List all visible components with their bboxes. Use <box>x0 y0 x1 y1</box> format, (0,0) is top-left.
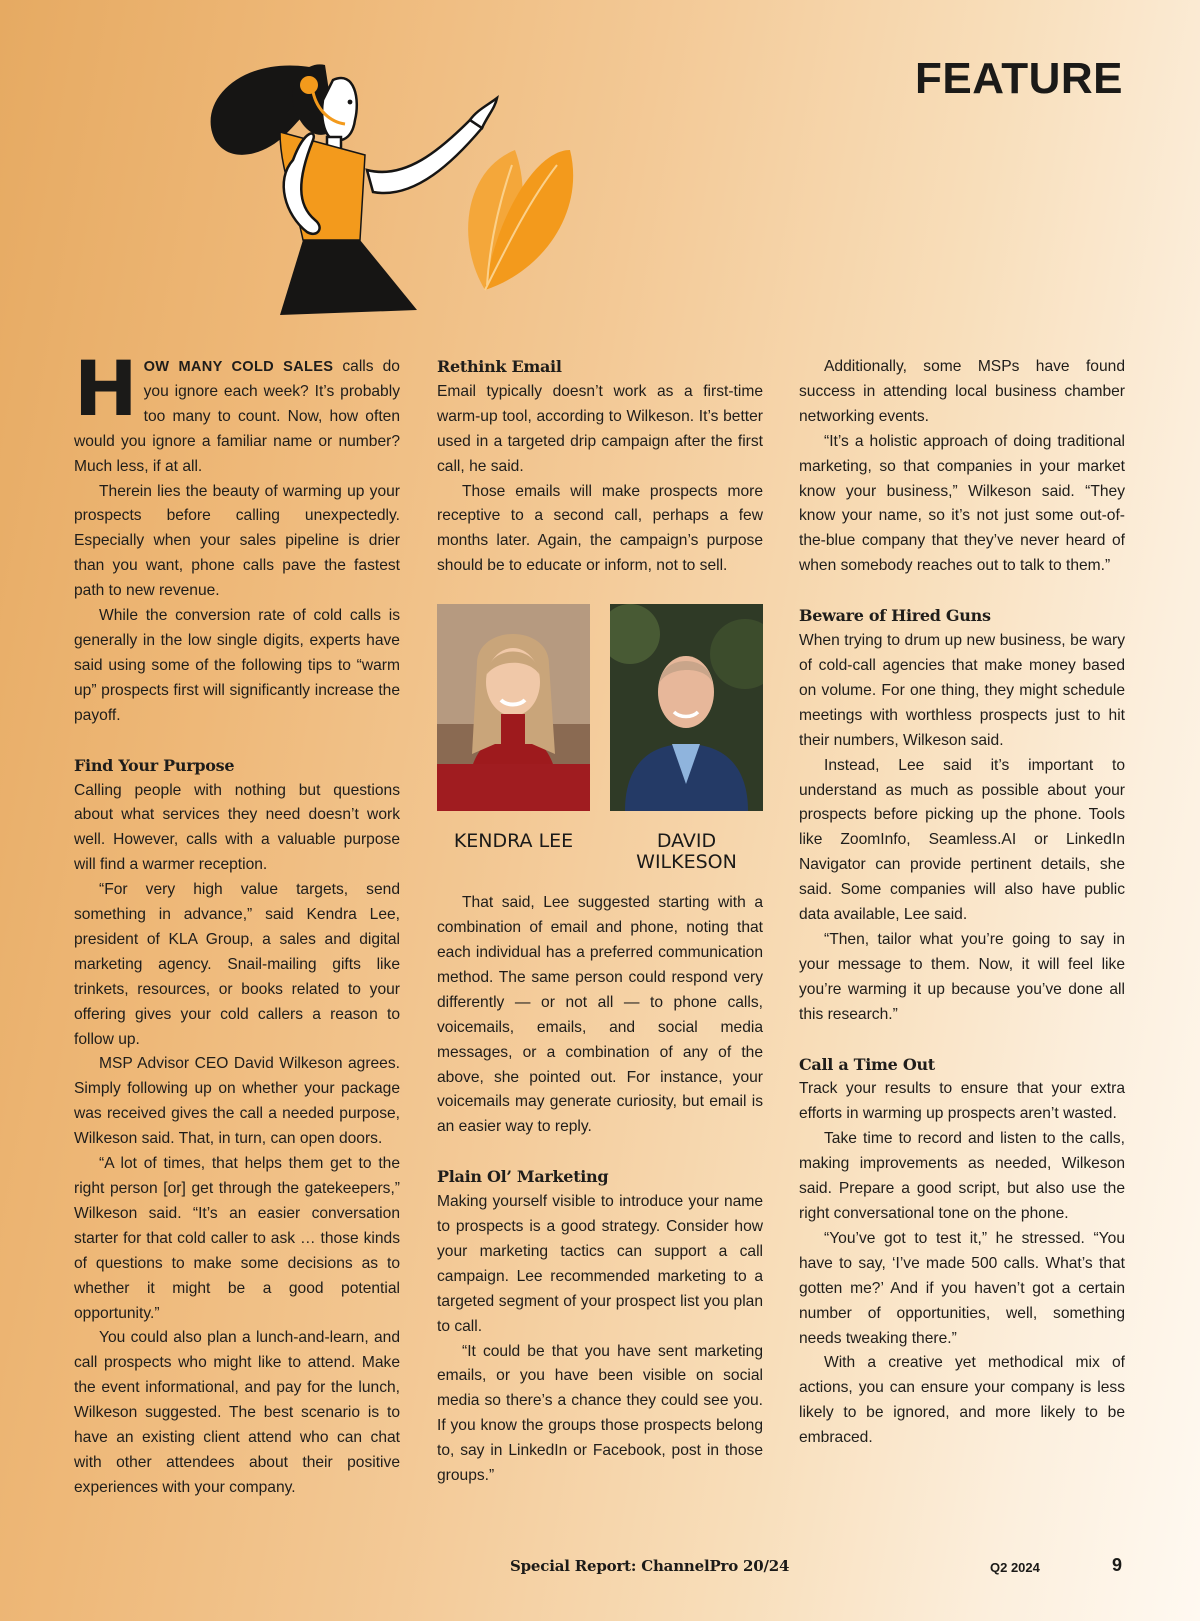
headshot-row <box>437 604 763 873</box>
subheading-plain-ol-marketing: Plain Ol’ Marketing <box>437 1167 609 1187</box>
lead-in: OW MANY COLD SALES <box>143 359 334 375</box>
body-paragraph: Those emails will make prospects more receptive to a second call, perhaps a few months later. Again, the campaign’s purpose should be to educate or inform, not to sell. <box>437 482 763 575</box>
page-number: 9 <box>1112 1555 1123 1575</box>
body-paragraph: “Then, tailor what you’re going to say in your message to them. Now, it will feel like you’re warming it up because you’ve done all this research.” <box>799 930 1125 1023</box>
section-tag: FEATURE <box>914 54 1123 103</box>
body-paragraph: You could also plan a lunch-and-learn, and call prospects who might like to attend. Make the event informational, and pay for the lunch, Wilkeson suggested. The best scenario is to have an existing client attend who can chat with other attendees about their positive experiences with your company. <box>74 1329 400 1496</box>
body-paragraph: That said, Lee suggested starting with a combination of email and phone, noting that each individual has a preferred communication method. The same person could respond very differently — or not all — to phone calls, voicemails, emails, and social media messages, or a combination of any of the above, she pointed out. For instance, your voicemails may generate curiosity, but email is an easier way to reply. <box>437 894 763 1136</box>
body-paragraph: Making yourself visible to introduce your name to prospects is a good strategy. Consider how your marketing tactics can support a call campaign. Lee recommended marketing to a targeted segment of your prospect list you plan to call. <box>437 1193 763 1335</box>
intro-paragraph <box>74 344 400 480</box>
drop-cap: H <box>74 344 138 433</box>
body-paragraph: When trying to drum up new business, be wary of cold-call agencies that make money based on volume. For one thing, they might schedule meetings with worthless prospects just to hit their numbers, Wilkeson said. <box>799 632 1125 749</box>
body-paragraph: Therein lies the beauty of warming up your prospects before calling unexpectedly. Especially when your sales pipeline is drier than you want, phone calls pave the fastest path to new revenue. <box>74 482 400 600</box>
body-paragraph: “It’s a holistic approach of doing traditional marketing, so that companies in your market know your business,” Wilkeson said. “They know your name, so it’s not just some out-of-the-blue company that they’ve never heard of when somebody reaches out to talk to them.” <box>799 432 1125 575</box>
article-column-2 <box>437 355 763 1489</box>
body-paragraph: “It could be that you have sent marketing emails, or you have been visible on social media so there’s a chance they could see you. If you know the groups those prospects belong to, say in LinkedIn or Facebook, post in those groups.” <box>437 1342 763 1485</box>
body-paragraph: Calling people with nothing but questions about what services they need doesn’t work well. However, calls with a valuable purpose will find a warmer reception. <box>74 781 400 874</box>
body-paragraph: “For very high value targets, send something in advance,” said Kendra Lee, president of KLA Group, a sales and digital marketing agency. Snail-mailing gifts like trinkets, resources, or books related to your offering gives your cold callers a reason to follow up. <box>74 881 400 1048</box>
article-column-1 <box>74 344 400 1501</box>
body-paragraph: Track your results to ensure that your extra efforts in warming up prospects aren’t wasted. <box>799 1080 1125 1123</box>
woman-with-headset-illustration <box>185 40 625 340</box>
body-paragraph: “You’ve got to test it,” he stressed. “You have to say, ‘I’ve made 500 calls. What’s that gotten me?’ And if you haven’t got a certain number of opportunities, well, something needs tweaking there.” <box>799 1229 1125 1347</box>
subheading-rethink-email: Rethink Email <box>437 357 562 376</box>
subheading-call-a-time-out: Call a Time Out <box>799 1054 935 1074</box>
body-paragraph: Additionally, some MSPs have found success in attending local business chamber networking events. <box>799 358 1125 425</box>
headshot-photo-kendra-lee <box>437 604 590 811</box>
headshot-card-kendra-lee <box>437 604 590 873</box>
headshot-photo-david-wilkeson <box>610 604 763 811</box>
article-column-3 <box>799 355 1125 1451</box>
subheading-beware-of-hired-guns: Beware of Hired Guns <box>799 606 991 626</box>
body-paragraph: “A lot of times, that helps them get to the right person [or] get through the gatekeepers,” Wilkeson said. “It’s an easier conversation starter for that cold caller to ask … those kinds of questions to make some decisions as to whether it might be a good potential opportunity.” <box>74 1155 400 1322</box>
body-paragraph: Instead, Lee said it’s important to understand as much as possible about your prospects before picking up the phone. Tools like ZoomInfo, Seamless.AI or LinkedIn Navigator can provide pertinent details, she said. Some companies will also have public data available, Lee said. <box>799 756 1125 924</box>
headshot-caption: DAVID WILKESON <box>636 830 737 874</box>
headshot-card-david-wilkeson <box>610 604 763 873</box>
intro-text: calls do you ignore each week? It’s probably too many to count. Now, how often would you ignore a familiar name or number? Much less, if at all. <box>74 358 400 475</box>
body-paragraph: While the conversion rate of cold calls is generally in the low single digits, experts have said using some of the following tips to “warm up” prospects first will significantly increase the payoff. <box>74 607 400 724</box>
body-paragraph: With a creative yet methodical mix of actions, you can ensure your company is less likely to be ignored, and more likely to be embraced. <box>799 1354 1125 1447</box>
headshot-caption: KENDRA LEE <box>453 830 574 853</box>
footer-issue: Q2 2024 <box>990 1560 1040 1575</box>
body-paragraph: Email typically doesn’t work as a first-time warm-up tool, according to Wilkeson. It’s better used in a targeted drip campaign after the first call, he said. <box>437 382 763 475</box>
body-paragraph: Take time to record and listen to the calls, making improvements as needed, Wilkeson said. Prepare a good script, but also use the right conversational tone on the phone. <box>799 1130 1125 1222</box>
subheading-find-your-purpose: Find Your Purpose <box>74 755 235 775</box>
body-paragraph: MSP Advisor CEO David Wilkeson agrees. Simply following up on whether your package was received gives the call a needed purpose, Wilkeson said. That, in turn, can open doors. <box>74 1055 400 1148</box>
footer-publication: Special Report: ChannelPro 20/24 <box>510 1557 790 1575</box>
